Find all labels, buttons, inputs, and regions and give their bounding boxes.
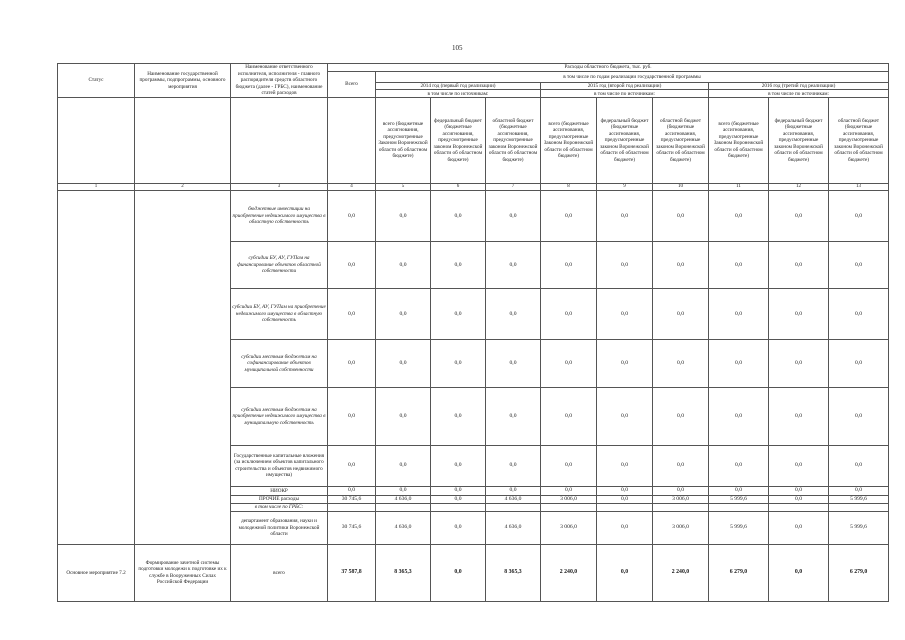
value-cell: 0,0 bbox=[486, 445, 541, 487]
value-cell: 0,0 bbox=[769, 289, 829, 340]
empty-cell bbox=[486, 503, 541, 511]
value-cell: 0,0 bbox=[541, 340, 597, 388]
value-cell: 5 999,6 bbox=[829, 495, 889, 503]
value-cell: 4 636,0 bbox=[376, 495, 431, 503]
value-cell: 0,0 bbox=[328, 289, 376, 340]
row-label: субсидии местным бюджетам на приобретение недвижимого имущества в муниципальную собственность bbox=[231, 388, 328, 445]
value-cell: 0,0 bbox=[709, 388, 769, 445]
header-expenses-title: Расходы областного бюджета, тыс. руб. bbox=[328, 64, 889, 72]
value-cell: 0,0 bbox=[829, 289, 889, 340]
header-status: Статус bbox=[58, 64, 135, 98]
row-label: субсидии местным бюджетам на софинансирование объектов муниципальной собственности bbox=[231, 340, 328, 388]
header-total: Всего bbox=[328, 72, 376, 98]
value-cell: 5 999,6 bbox=[829, 512, 889, 544]
value-cell: 0,0 bbox=[376, 191, 431, 242]
program-cell-continued bbox=[135, 191, 231, 545]
value-cell: 4 636,0 bbox=[376, 512, 431, 544]
empty-cell bbox=[328, 503, 376, 511]
value-cell: 0,0 bbox=[541, 191, 597, 242]
value-cell: 0,0 bbox=[328, 191, 376, 242]
event-value-cell: 37 587,8 bbox=[328, 544, 376, 601]
empty-cell bbox=[769, 503, 829, 511]
value-cell: 0,0 bbox=[376, 445, 431, 487]
value-cell: 30 745,6 bbox=[328, 512, 376, 544]
value-cell: 0,0 bbox=[486, 388, 541, 445]
value-cell: 4 636,0 bbox=[486, 495, 541, 503]
event-value-cell: 6 279,0 bbox=[709, 544, 769, 601]
value-cell: 0,0 bbox=[431, 445, 486, 487]
row-label: Государственные капитальные вложения (за исключением объектов капитального строительства и объектов недвижимого имущества) bbox=[231, 445, 328, 487]
value-cell: 0,0 bbox=[431, 512, 486, 544]
value-cell: 0,0 bbox=[653, 487, 709, 495]
value-cell: 0,0 bbox=[376, 388, 431, 445]
event-value-cell: 2 240,0 bbox=[653, 544, 709, 601]
value-cell: 0,0 bbox=[431, 495, 486, 503]
event-value-cell: 2 240,0 bbox=[541, 544, 597, 601]
value-cell: 0,0 bbox=[597, 445, 653, 487]
value-cell: 0,0 bbox=[653, 340, 709, 388]
col-number: 11 bbox=[709, 183, 769, 190]
value-cell: 0,0 bbox=[829, 191, 889, 242]
src-federal-2015: федеральный бюджет (бюджетные ассигнования, предусмотренные законом Воронежской области об областном бюджете) bbox=[597, 98, 653, 184]
value-cell: 3 006,0 bbox=[653, 495, 709, 503]
col-number: 2 bbox=[135, 183, 231, 190]
value-cell: 0,0 bbox=[541, 487, 597, 495]
value-cell: 0,0 bbox=[541, 388, 597, 445]
value-cell: 0,0 bbox=[709, 487, 769, 495]
value-cell: 0,0 bbox=[597, 388, 653, 445]
col-number: 8 bbox=[541, 183, 597, 190]
value-cell: 0,0 bbox=[486, 242, 541, 289]
col-number: 12 bbox=[769, 183, 829, 190]
value-cell: 0,0 bbox=[486, 487, 541, 495]
value-cell: 0,0 bbox=[769, 512, 829, 544]
value-cell: 0,0 bbox=[541, 289, 597, 340]
event-value-cell: 8 365,3 bbox=[376, 544, 431, 601]
header-program-name: Наименование государственной программы, подпрограммы, основного мероприятия bbox=[135, 64, 231, 98]
value-cell: 0,0 bbox=[486, 289, 541, 340]
budget-expenses-table bbox=[57, 63, 889, 602]
event-value-cell: 0,0 bbox=[431, 544, 486, 601]
value-cell: 0,0 bbox=[769, 487, 829, 495]
col-number: 4 bbox=[328, 183, 376, 190]
value-cell: 0,0 bbox=[653, 289, 709, 340]
event-value-cell: 0,0 bbox=[597, 544, 653, 601]
value-cell: 0,0 bbox=[328, 388, 376, 445]
value-cell: 0,0 bbox=[541, 445, 597, 487]
row-label: бюджетные инвестиции на приобретение недвижимого имущества в областную собственность bbox=[231, 191, 328, 242]
value-cell: 0,0 bbox=[829, 340, 889, 388]
value-cell: 0,0 bbox=[769, 191, 829, 242]
value-cell: 0,0 bbox=[769, 445, 829, 487]
event-value-cell: 6 279,0 bbox=[829, 544, 889, 601]
value-cell: 0,0 bbox=[709, 289, 769, 340]
value-cell: 0,0 bbox=[709, 242, 769, 289]
empty-cell bbox=[541, 503, 597, 511]
event-name: Формирование зачетной системы подготовки молодежи к подготовке их к службе в Вооруженных Силах Российской Федерации bbox=[135, 544, 231, 601]
event-value-cell: 8 365,3 bbox=[486, 544, 541, 601]
value-cell: 0,0 bbox=[709, 191, 769, 242]
src-federal-2016: федеральный бюджет (бюджетные ассигнования, предусмотренные законом Воронежской области об областном бюджете) bbox=[769, 98, 829, 184]
empty-cell bbox=[653, 503, 709, 511]
col-number: 13 bbox=[829, 183, 889, 190]
value-cell: 0,0 bbox=[486, 340, 541, 388]
src-regional-2015: областной бюджет (бюджетные ассигнования, предусмотренные законом Воронежской области об областном бюджете) bbox=[653, 98, 709, 184]
empty-cell bbox=[376, 503, 431, 511]
src-regional-2016: областной бюджет (бюджетные ассигнования, предусмотренные законом Воронежской области об областном бюджете) bbox=[829, 98, 889, 184]
col-number: 3 bbox=[231, 183, 328, 190]
value-cell: 0,0 bbox=[709, 340, 769, 388]
value-cell: 0,0 bbox=[829, 388, 889, 445]
value-cell: 0,0 bbox=[541, 242, 597, 289]
value-cell: 0,0 bbox=[653, 388, 709, 445]
value-cell: 0,0 bbox=[328, 445, 376, 487]
src-total-2015: всего (бюджетные ассигнования, предусмотренные Законом Воронежской области об областном бюджете) bbox=[541, 98, 597, 184]
value-cell: 3 006,0 bbox=[541, 512, 597, 544]
value-cell: 0,0 bbox=[328, 487, 376, 495]
event-row bbox=[58, 544, 889, 601]
src-total-2016: всего (бюджетные ассигнования, предусмотренные Законом Воронежской области об областном бюджете) bbox=[709, 98, 769, 184]
value-cell: 0,0 bbox=[486, 191, 541, 242]
empty-cell bbox=[829, 503, 889, 511]
header-sources-2015: в том числе по источникам: bbox=[541, 90, 709, 98]
value-cell: 0,0 bbox=[653, 191, 709, 242]
event-status: Основное мероприятие 7.2 bbox=[58, 544, 135, 601]
value-cell: 0,0 bbox=[431, 340, 486, 388]
header-by-years: в том числе по годам реализации государственной программы bbox=[376, 72, 889, 83]
value-cell: 3 006,0 bbox=[653, 512, 709, 544]
row-label: субсидии БУ, АУ, ГУПам на приобретение недвижимого имущества в областную собственность bbox=[231, 289, 328, 340]
value-cell: 0,0 bbox=[769, 340, 829, 388]
value-cell: 0,0 bbox=[769, 388, 829, 445]
header-sources-2014: в том числе по источникам: bbox=[376, 90, 541, 98]
value-cell: 0,0 bbox=[431, 191, 486, 242]
value-cell: 0,0 bbox=[376, 487, 431, 495]
value-cell: 0,0 bbox=[829, 445, 889, 487]
value-cell: 0,0 bbox=[829, 487, 889, 495]
value-cell: 0,0 bbox=[328, 242, 376, 289]
row-label: ПРОЧИЕ расходы bbox=[231, 495, 328, 503]
empty-cell bbox=[709, 503, 769, 511]
page-number: 105 bbox=[452, 44, 463, 52]
value-cell: 30 745,6 bbox=[328, 495, 376, 503]
value-cell: 0,0 bbox=[376, 340, 431, 388]
src-regional-2014: областной бюджет (бюджетные ассигнования, предусмотренные законом Воронежской области об областном бюджете) bbox=[486, 98, 541, 184]
value-cell: 0,0 bbox=[597, 289, 653, 340]
value-cell: 0,0 bbox=[829, 242, 889, 289]
value-cell: 0,0 bbox=[431, 487, 486, 495]
col-number: 5 bbox=[376, 183, 431, 190]
row-label: субсидии БУ, АУ, ГУПам на финансирование объектов областной собственности bbox=[231, 242, 328, 289]
status-cell-continued bbox=[58, 191, 135, 545]
col-number: 1 bbox=[58, 183, 135, 190]
event-executor: всего bbox=[231, 544, 328, 601]
value-cell: 4 636,0 bbox=[486, 512, 541, 544]
table-row bbox=[58, 191, 889, 242]
value-cell: 0,0 bbox=[597, 495, 653, 503]
value-cell: 0,0 bbox=[431, 289, 486, 340]
empty-cell bbox=[597, 503, 653, 511]
col-number: 7 bbox=[486, 183, 541, 190]
value-cell: 0,0 bbox=[597, 242, 653, 289]
value-cell: 0,0 bbox=[431, 242, 486, 289]
value-cell: 0,0 bbox=[597, 512, 653, 544]
value-cell: 0,0 bbox=[431, 388, 486, 445]
value-cell: 3 006,0 bbox=[541, 495, 597, 503]
value-cell: 0,0 bbox=[376, 242, 431, 289]
header-year-2016: 2016 год (третий год реализации) bbox=[709, 82, 889, 90]
value-cell: 0,0 bbox=[709, 445, 769, 487]
row-label: в том числе по ГРБС: bbox=[231, 503, 328, 511]
value-cell: 0,0 bbox=[597, 487, 653, 495]
value-cell: 0,0 bbox=[653, 242, 709, 289]
value-cell: 0,0 bbox=[769, 242, 829, 289]
event-value-cell: 0,0 bbox=[769, 544, 829, 601]
col-number: 10 bbox=[653, 183, 709, 190]
value-cell: 5 999,6 bbox=[709, 512, 769, 544]
header-sources-2016: в том числе по источникам: bbox=[709, 90, 889, 98]
header-executor: Наименование ответственного исполнителя, исполнителя - главного распорядителя средств областного бюджета (далее - ГРБС), наименование статей расходов bbox=[231, 64, 328, 98]
value-cell: 0,0 bbox=[597, 340, 653, 388]
row-label: департамент образования, науки и молодежной политики Воронежской области bbox=[231, 512, 328, 544]
empty-cell bbox=[431, 503, 486, 511]
header-year-2015: 2015 год (второй год реализации) bbox=[541, 82, 709, 90]
value-cell: 0,0 bbox=[653, 445, 709, 487]
col-number: 9 bbox=[597, 183, 653, 190]
col-number: 6 bbox=[431, 183, 486, 190]
src-total-2014: всего (бюджетные ассигнования, предусмотренные Законом Воронежской области об областном бюджете) bbox=[376, 98, 431, 184]
row-label: НИОКР bbox=[231, 487, 328, 495]
src-federal-2014: федеральный бюджет (бюджетные ассигнования, предусмотренные законом Воронежской области об областном бюджете) bbox=[431, 98, 486, 184]
value-cell: 0,0 bbox=[376, 289, 431, 340]
value-cell: 5 999,6 bbox=[709, 495, 769, 503]
header-year-2014: 2014 год (первый год реализации) bbox=[376, 82, 541, 90]
value-cell: 0,0 bbox=[769, 495, 829, 503]
value-cell: 0,0 bbox=[328, 340, 376, 388]
value-cell: 0,0 bbox=[597, 191, 653, 242]
